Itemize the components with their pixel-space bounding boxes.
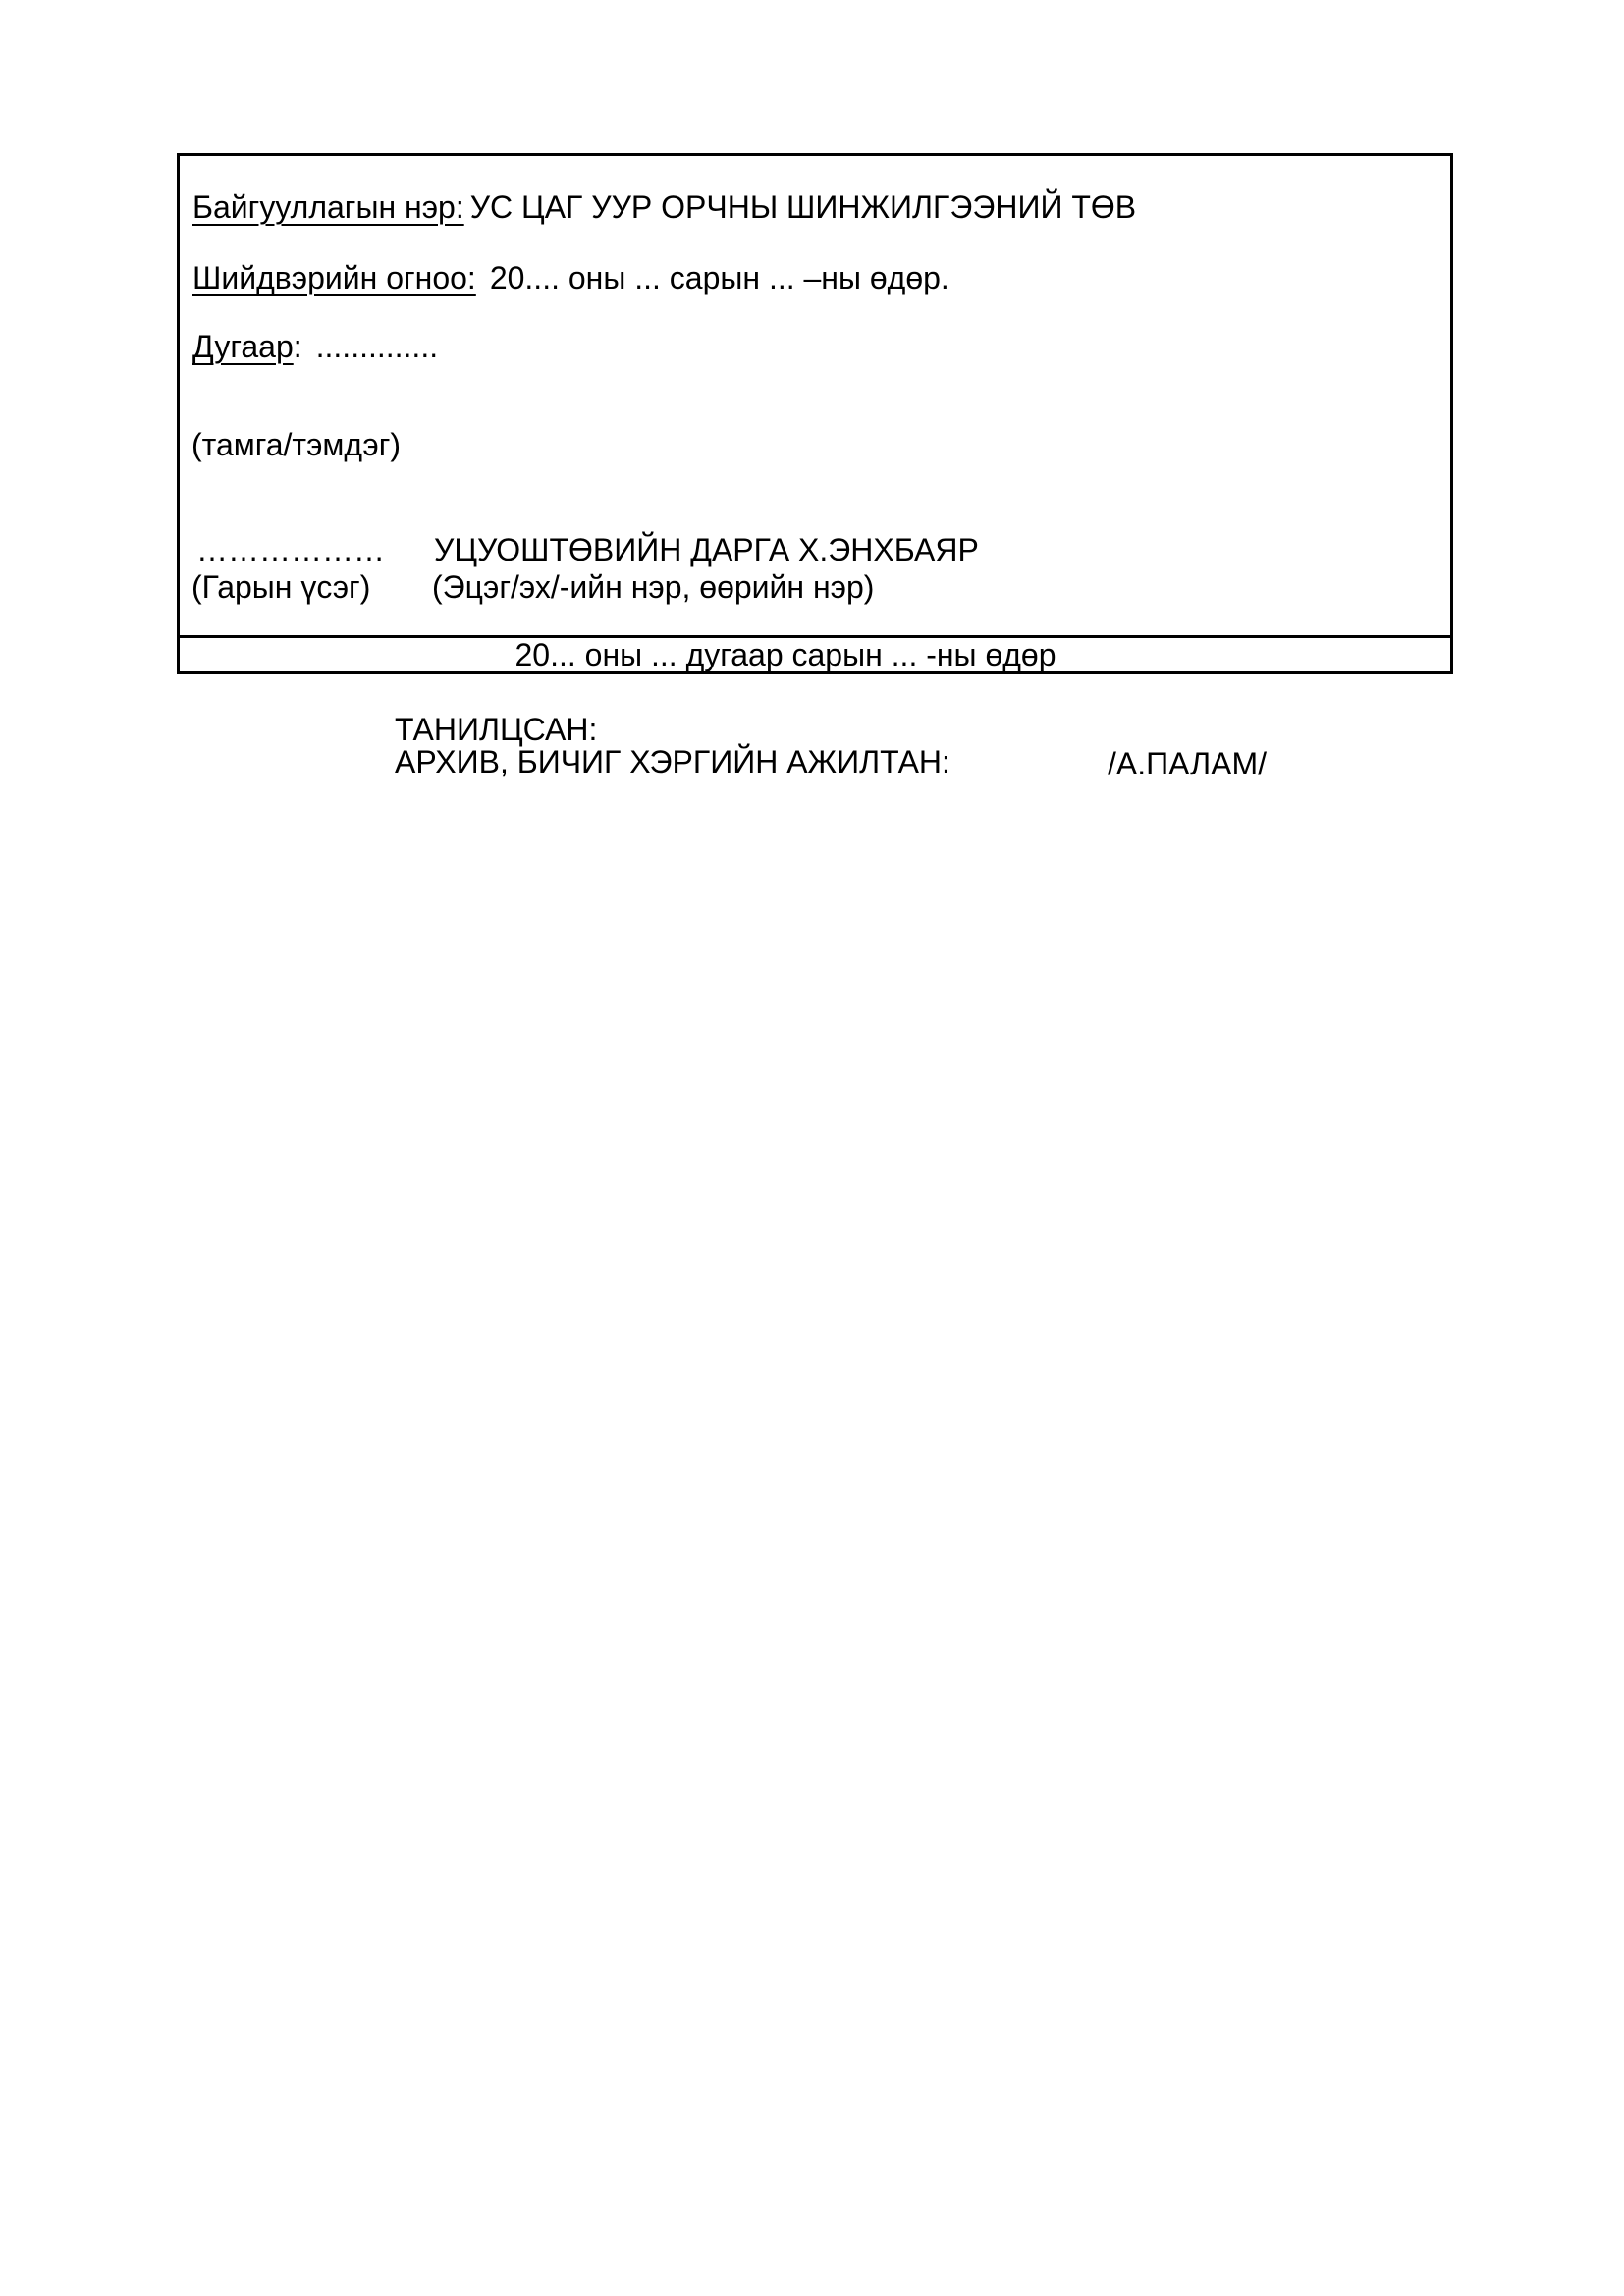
number-label: Дугаар <box>192 329 294 364</box>
acknowledgement-heading: ТАНИЛЦСАН: <box>395 712 598 747</box>
acknowledgement-person: /А.ПАЛАМ/ <box>1108 746 1268 781</box>
decision-form-box <box>177 153 1453 674</box>
stamp-note: (тамга/тэмдэг) <box>191 427 402 462</box>
signature-dots-line: ……………… <box>196 532 385 567</box>
signature-name-caption: (Эцэг/эх/-ийн нэр, өөрийн нэр) <box>432 569 875 605</box>
org-name-line <box>192 191 1136 223</box>
signature-dots-caption: (Гарын үсэг) <box>191 569 371 605</box>
footer-date-text: 20... оны ... дугаар сарын ... -ны өдөр <box>514 637 1056 672</box>
decision-date-label: Шийдвэрийн огноо: <box>192 260 476 295</box>
org-name-label: Байгууллагын нэр: <box>192 189 464 225</box>
number-value: .............. <box>315 329 439 364</box>
signature-title-name: УЦУОШТӨВИЙН ДАРГА Х.ЭНХБАЯР <box>434 532 979 567</box>
acknowledgement-role: АРХИВ, БИЧИГ ХЭРГИЙН АЖИЛТАН: <box>395 744 950 779</box>
decision-date-value: 20.... оны ... сарын ... –ны өдөр. <box>489 260 949 295</box>
number-colon: : <box>293 329 302 364</box>
number-line <box>192 331 438 362</box>
footer-date-row <box>180 635 1450 671</box>
decision-date-line <box>192 262 949 294</box>
org-name-value: УС ЦАГ УУР ОРЧНЫ ШИНЖИЛГЭЭНИЙ ТӨВ <box>469 189 1137 225</box>
